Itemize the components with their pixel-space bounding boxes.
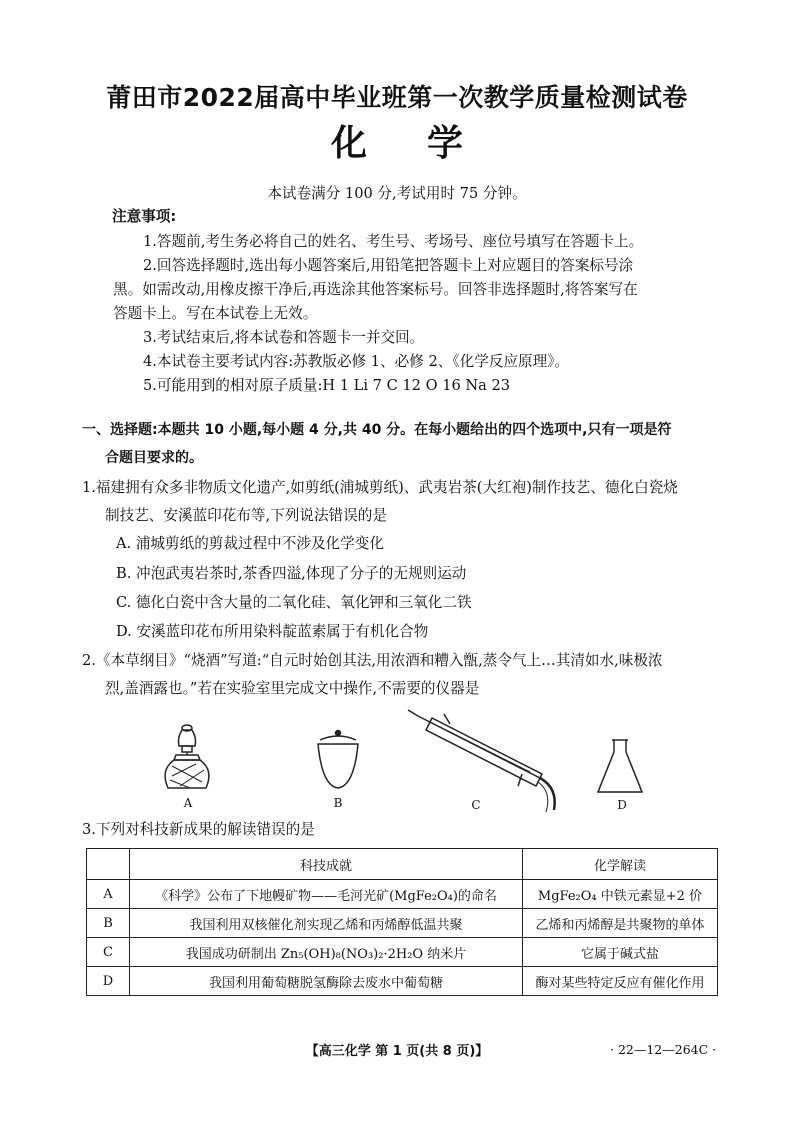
notes-heading: 注意事项: xyxy=(112,208,177,225)
crucible-icon xyxy=(318,731,358,789)
q1-stem-cont: 制技艺、安溪蓝印花布等,下列说法错误的是 xyxy=(105,507,387,524)
table-cell: B xyxy=(87,909,130,938)
table-header-row xyxy=(87,849,718,880)
table-header-cell: 化学解读 xyxy=(523,849,718,880)
note-item: 1.答题前,考生务必将自己的姓名、考生号、考场号、座位号填写在答题卡上。 xyxy=(143,233,644,250)
table-row xyxy=(87,880,718,909)
q1-option-d: D. 安溪蓝印花布所用染料靛蓝素属于有机化合物 xyxy=(116,623,429,640)
table-cell: 酶对某些特定反应有催化作用 xyxy=(523,967,718,996)
table-cell: MgFe₂O₄ 中铁元素显+2 价 xyxy=(523,880,718,909)
condenser-icon xyxy=(408,710,555,812)
conical-flask-icon xyxy=(598,740,642,792)
table-cell: D xyxy=(87,967,130,996)
q3-stem: 3.下列对科技新成果的解读错误的是 xyxy=(82,821,315,838)
table-cell: 我国利用葡萄糖脱氢酶除去废水中葡萄糖 xyxy=(130,967,523,996)
table-cell: 我国成功研制出 Zn₅(OH)₈(NO₃)₂·2H₂O 纳米片 xyxy=(130,938,523,967)
apparatus-label-a: A xyxy=(183,796,193,810)
tech-achievement-table xyxy=(86,848,718,996)
q1-option-a: A. 浦城剪纸的剪裁过程中不涉及化学变化 xyxy=(116,535,384,552)
q1-option-c: C. 德化白瓷中含大量的二氧化硅、氧化钾和三氧化二铁 xyxy=(116,594,472,611)
table-row xyxy=(87,967,718,996)
section-heading-cont: 合题目要求的。 xyxy=(105,450,203,466)
note-item: 3.考试结束后,将本试卷和答题卡一并交回。 xyxy=(143,329,425,346)
note-item: 答题卡上。写在本试卷上无效。 xyxy=(113,305,318,322)
exam-info: 本试卷满分 100 分,考试用时 75 分钟。 xyxy=(267,185,527,202)
section-heading: 一、选择题:本题共 10 小题,每小题 4 分,共 40 分。在每小题给出的四个选项中,只有一项是符 xyxy=(82,422,672,438)
table-header-cell: 科技成就 xyxy=(130,849,523,880)
table-row xyxy=(87,938,718,967)
note-item: 4.本试卷主要考试内容:苏教版必修 1、必修 2、《化学反应原理》。 xyxy=(143,353,570,370)
table-cell: 乙烯和丙烯醇是共聚物的单体 xyxy=(523,909,718,938)
note-item: 5.可能用到的相对原子质量:H 1 Li 7 C 12 O 16 Na 23 xyxy=(143,377,511,394)
exam-code: · 22—12—264C · xyxy=(610,1042,717,1057)
table-cell: C xyxy=(87,938,130,967)
note-item: 黑。如需改动,用橡皮擦干净后,再选涂其他答案标号。回答非选择题时,将答案写在 xyxy=(113,281,638,298)
page-footer: 【高三化学 第 1 页(共 8 页)】 xyxy=(305,1044,489,1059)
table-row xyxy=(87,909,718,938)
apparatus-figure xyxy=(150,700,670,820)
note-item: 2.回答选择题时,选出每小题答案后,用铅笔把答题卡上对应题目的答案标号涂 xyxy=(143,257,634,274)
apparatus-label-d: D xyxy=(617,798,627,812)
apparatus-label-c: C xyxy=(471,798,481,812)
table-cell: A xyxy=(87,880,130,909)
q2-stem-cont: 烈,盖酒露也。”若在实验室里完成文中操作,不需要的仪器是 xyxy=(105,680,480,697)
alcohol-lamp-icon xyxy=(165,725,209,788)
apparatus-label-b: B xyxy=(333,796,343,810)
q2-stem: 2.《本草纲目》“烧酒”写道:“自元时始创其法,用浓酒和糟入甑,蒸令气上…其清如水,味极浓 xyxy=(82,652,663,669)
q1-option-b: B. 冲泡武夷岩茶时,茶香四溢,体现了分子的无规则运动 xyxy=(116,565,467,582)
q1-stem: 1.福建拥有众多非物质文化遗产,如剪纸(浦城剪纸)、武夷岩茶(大红袍)制作技艺、德化白瓷烧 xyxy=(82,479,678,496)
table-cell: 《科学》公布了下地幔矿物——毛河光矿(MgFe₂O₄)的命名 xyxy=(130,880,523,909)
paper-title: 莆田市2022届高中毕业班第一次教学质量检测试卷 xyxy=(106,83,688,112)
subject-title: 化学 xyxy=(330,123,523,164)
table-cell: 我国利用双核催化剂实现乙烯和丙烯醇低温共聚 xyxy=(130,909,523,938)
table-header-cell xyxy=(87,849,130,880)
table-cell: 它属于碱式盐 xyxy=(523,938,718,967)
